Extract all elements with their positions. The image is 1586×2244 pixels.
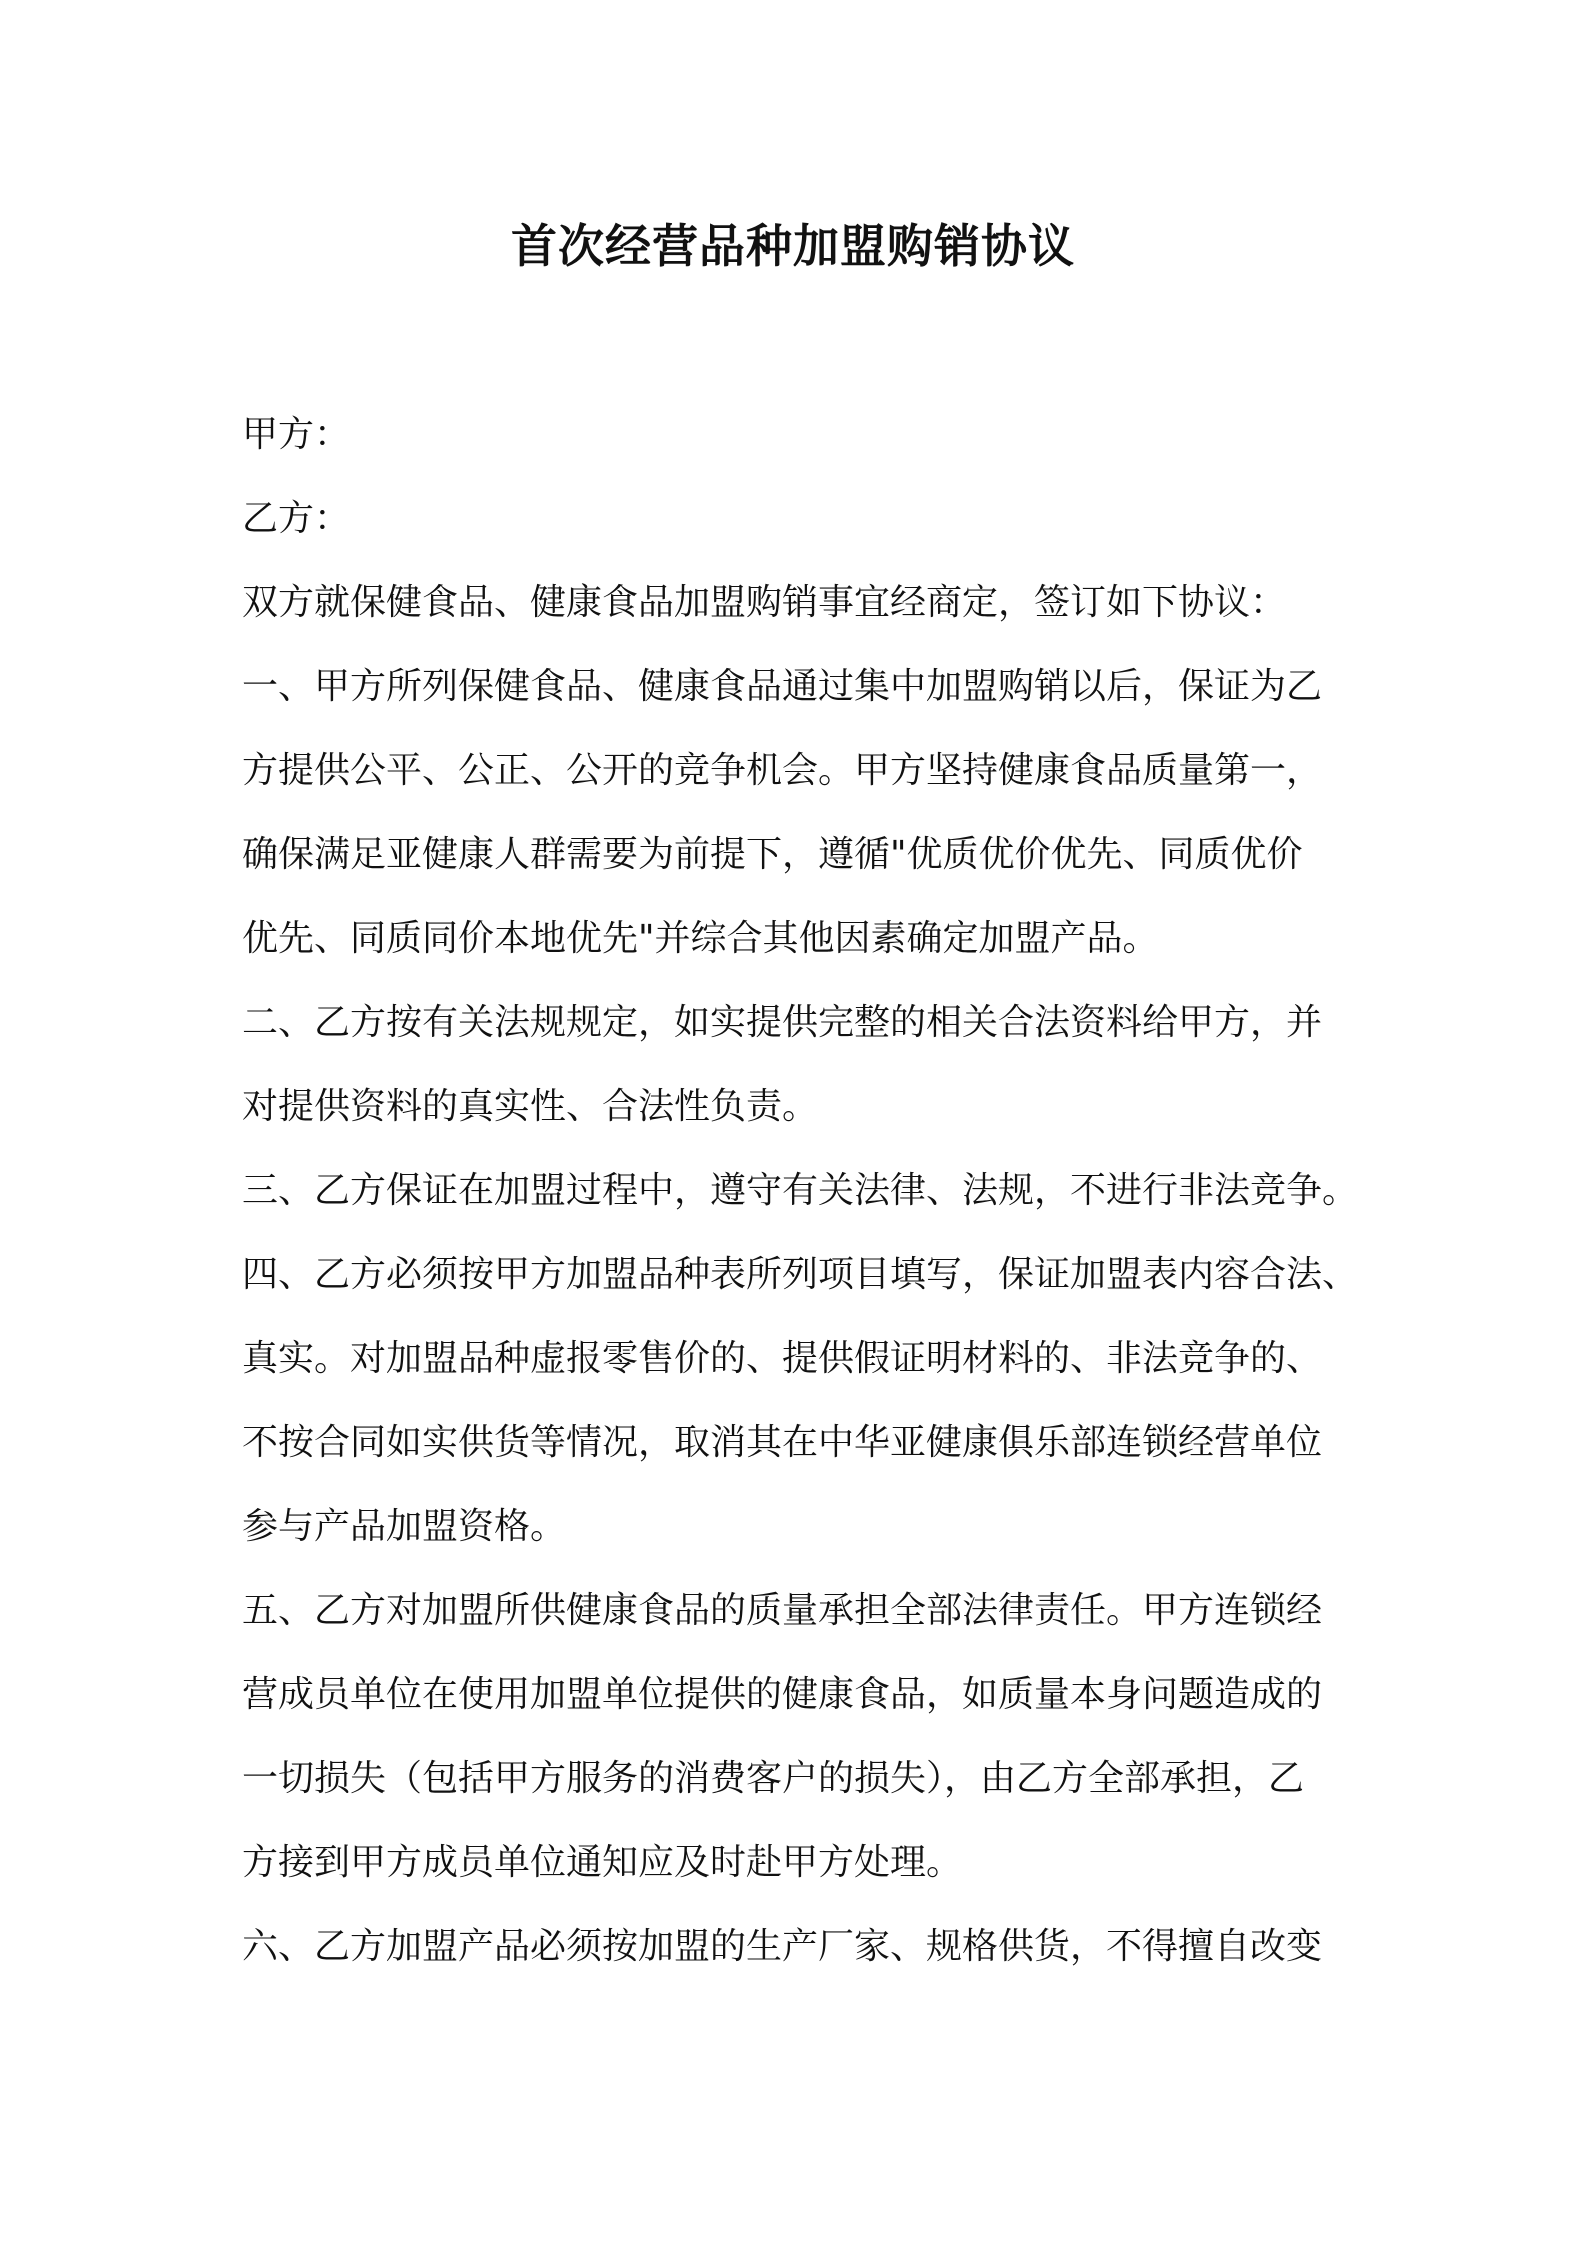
clause-1-line-2: 方提供公平、公正、公开的竞争机会。甲方坚持健康食品质量第一， (242, 750, 1323, 791)
clause-5-line-4: 方接到甲方成员单位通知应及时赴甲方处理。 (242, 1842, 963, 1883)
clause-5-line-1: 五、乙方对加盟所供健康食品的质量承担全部法律责任。甲方连锁经 (242, 1590, 1323, 1631)
clause-4-line-2: 真实。对加盟品种虚报零售价的、提供假证明材料的、非法竞争的、 (242, 1338, 1323, 1379)
clause-4-line-4: 参与产品加盟资格。 (242, 1506, 567, 1547)
intro-text: 双方就保健食品、健康食品加盟购销事宜经商定，签订如下协议： (242, 582, 1287, 623)
clause-5-line-2: 营成员单位在使用加盟单位提供的健康食品，如质量本身问题造成的 (242, 1674, 1323, 1715)
clause-4-line-1: 四、乙方必须按甲方加盟品种表所列项目填写，保证加盟表内容合法、 (242, 1254, 1359, 1295)
party-a-label: 甲方： (242, 414, 351, 455)
clause-2-line-2: 对提供资料的真实性、合法性负责。 (242, 1086, 819, 1127)
clause-1-line-4: 优先、同质同价本地优先"并综合其他因素确定加盟产品。 (242, 918, 1159, 959)
clause-1-line-3: 确保满足亚健康人群需要为前提下，遵循"优质优价优先、同质优价 (242, 834, 1303, 875)
clause-5-line-3: 一切损失（包括甲方服务的消费客户的损失），由乙方全部承担，乙 (242, 1758, 1305, 1799)
clause-2-line-1: 二、乙方按有关法规规定，如实提供完整的相关合法资料给甲方，并 (242, 1002, 1323, 1043)
clause-4-line-3: 不按合同如实供货等情况，取消其在中华亚健康俱乐部连锁经营单位 (242, 1422, 1323, 1463)
clause-1-line-1: 一、甲方所列保健食品、健康食品通过集中加盟购销以后，保证为乙 (242, 666, 1323, 707)
party-b-label: 乙方： (242, 498, 351, 539)
clause-3-line-1: 三、乙方保证在加盟过程中，遵守有关法律、法规，不进行非法竞争。 (242, 1170, 1359, 1211)
clause-6-line-1: 六、乙方加盟产品必须按加盟的生产厂家、规格供货，不得擅自改变 (242, 1926, 1323, 1967)
document-title: 首次经营品种加盟购销协议 (511, 219, 1075, 273)
